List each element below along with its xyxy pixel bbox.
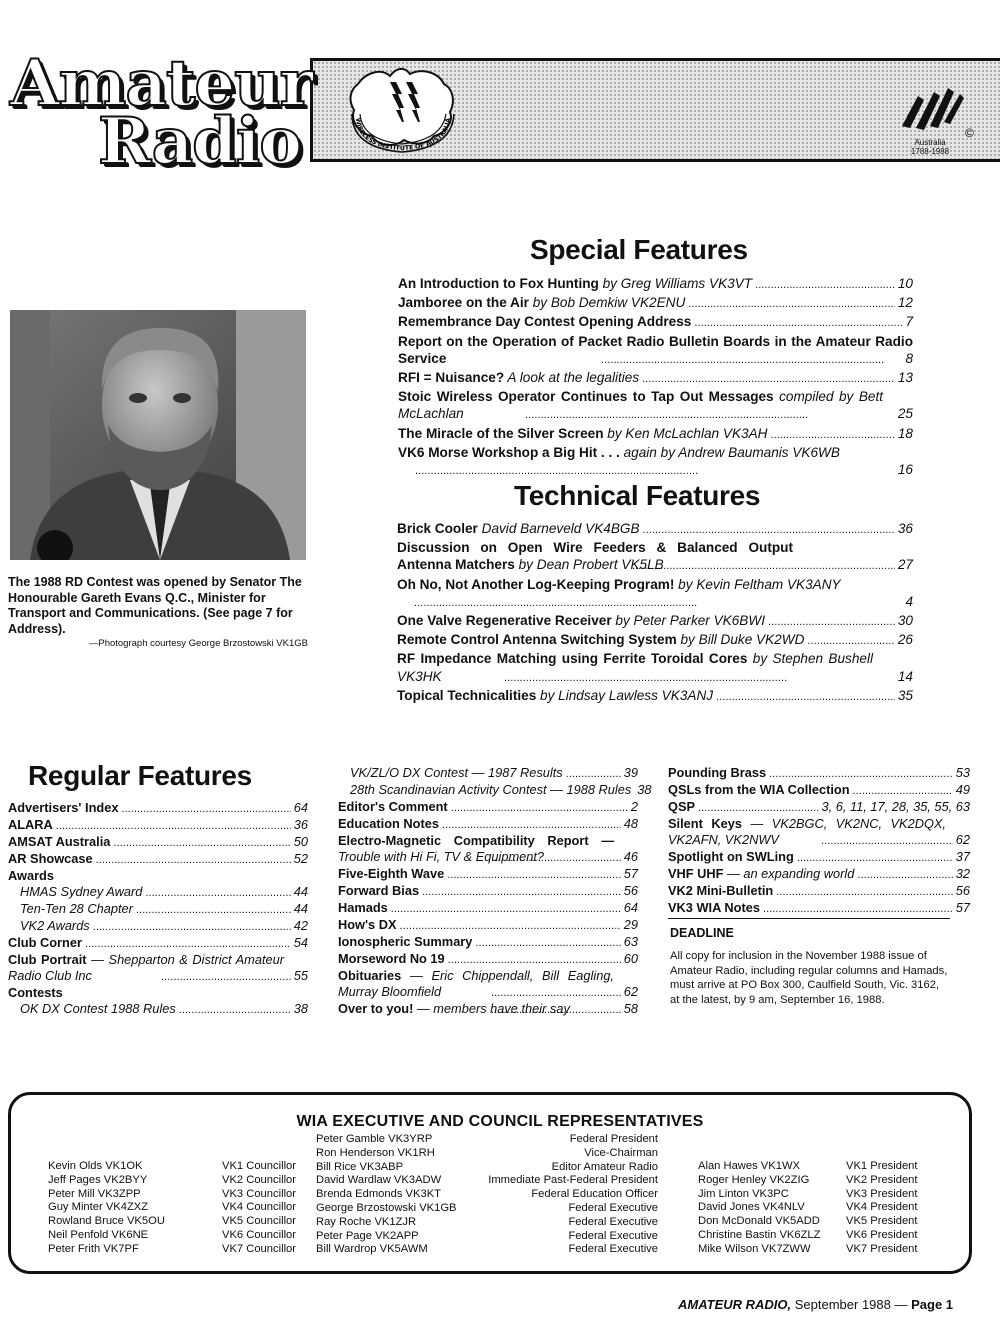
toc-entry[interactable] bbox=[8, 868, 308, 884]
president-name: Alan Hawes VK1WX bbox=[698, 1160, 800, 1172]
deadline-text: All copy for inclusion in the November 1988 issue of Amateur Radio, including regular columns and Hamads, must arrive at PO Box 300, Caulfield South, Vic. 3162, at the latest, by 9 am, September 16, 1988. bbox=[670, 950, 948, 1006]
toc-entry[interactable] bbox=[8, 817, 308, 834]
councillor-role: VK7 Councillor bbox=[222, 1242, 296, 1255]
entry-page: 36 bbox=[293, 817, 308, 832]
entry-author: by Greg Williams VK3VT bbox=[598, 276, 753, 291]
entry-page: 25 bbox=[897, 406, 913, 422]
executive-name: Peter Gamble VK3YRP bbox=[316, 1133, 433, 1145]
toc-entry[interactable] bbox=[668, 900, 970, 917]
president-name: David Jones VK4NLV bbox=[698, 1201, 805, 1214]
councillor-name: Peter Mill VK3ZPP bbox=[48, 1187, 141, 1200]
councillor-name: Guy Minter VK4ZXZ bbox=[48, 1201, 149, 1214]
entry-author: compiled by Bett McLachlan bbox=[398, 389, 883, 422]
leader-dots bbox=[415, 461, 895, 480]
president-name: Christine Bastin VK6ZLZ bbox=[698, 1228, 821, 1241]
footer-date: September 1988 — bbox=[791, 1297, 912, 1312]
president-role: VK4 President bbox=[846, 1201, 918, 1214]
toc-entry[interactable] bbox=[338, 1001, 638, 1018]
leader-dots bbox=[447, 866, 621, 883]
entry-title: Topical Technicalities bbox=[397, 687, 537, 703]
regular-features-column-2 bbox=[338, 765, 652, 1018]
toc-entry-page-line bbox=[398, 461, 913, 480]
entry-title: RF Impedance Matching using Ferrite Toroidal Cores bbox=[397, 651, 748, 667]
toc-entry[interactable] bbox=[338, 917, 638, 934]
entry-title: Remote Control Antenna Switching System bbox=[397, 632, 677, 648]
regular-features-column-3 bbox=[668, 765, 970, 917]
entry-title: Jamboree on the Air bbox=[398, 295, 529, 311]
president-roles bbox=[846, 1160, 918, 1257]
entry-title: Club Portrait bbox=[8, 952, 87, 967]
leader-dots bbox=[121, 800, 290, 817]
leader-dots bbox=[857, 866, 952, 883]
entry-title: Remembrance Day Contest Opening Address bbox=[398, 314, 692, 330]
executive-title: WIA EXECUTIVE AND COUNCIL REPRESENTATIVES bbox=[296, 1113, 704, 1130]
entry-page: 4 bbox=[905, 593, 913, 609]
entry-title: 28th Scandinavian Activity Contest — 1988 Rules bbox=[350, 782, 632, 797]
executive-name: Bill Wardrop VK5AWM bbox=[316, 1243, 428, 1256]
entry-title: One Valve Regenerative Receiver bbox=[397, 613, 612, 629]
australia-caption-line2: 1788-1988 bbox=[910, 147, 950, 156]
toc-entry[interactable] bbox=[338, 900, 638, 917]
leader-dots bbox=[776, 883, 953, 900]
deadline-heading: DEADLINE bbox=[670, 926, 734, 940]
entry-title: Awards bbox=[8, 868, 54, 883]
photo-caption: The 1988 RD Contest was opened by Senator The Honourable Gareth Evans Q.C., Minister for Transport and Communications. (See page 7 for Address). bbox=[8, 575, 302, 636]
toc-entry[interactable] bbox=[397, 631, 913, 650]
entry-title: Stoic Wireless Operator Continues to Tap Out Messages bbox=[398, 389, 774, 405]
executive-name: Ron Henderson VK1RH bbox=[316, 1146, 435, 1159]
page-footer bbox=[678, 1297, 953, 1312]
toc-entry-page-line bbox=[398, 350, 913, 369]
entry-page: 2 bbox=[630, 799, 638, 814]
entry-page: 30 bbox=[897, 613, 913, 629]
toc-entry[interactable] bbox=[8, 1001, 308, 1018]
leader-dots bbox=[642, 369, 895, 388]
copyright-symbol: © bbox=[965, 126, 974, 140]
toc-entry[interactable] bbox=[668, 799, 970, 816]
toc-entry[interactable] bbox=[398, 369, 913, 388]
entry-author: — an expanding world bbox=[723, 866, 855, 881]
entry-page: 58 bbox=[623, 1001, 638, 1016]
executive-name: Brenda Edmonds VK3KT bbox=[316, 1188, 441, 1201]
toc-entry[interactable] bbox=[338, 782, 652, 799]
councillor-name: Jeff Pages VK2BYY bbox=[48, 1173, 148, 1186]
entry-title: VK2 Mini-Bulletin bbox=[668, 883, 774, 898]
entry-page: 36 bbox=[897, 521, 913, 536]
entry-page: 53 bbox=[955, 765, 970, 780]
entry-title: Spotlight on SWLing bbox=[668, 849, 794, 864]
entry-author: — Eric Chippendall, Bill Eagling, Murray Bloomfield bbox=[338, 968, 614, 999]
entry-title: Ten-Ten 28 Chapter bbox=[20, 901, 133, 916]
leader-dots bbox=[797, 849, 953, 866]
entry-page: 13 bbox=[897, 370, 913, 386]
entry-title: QSP bbox=[668, 799, 696, 814]
entry-author: A look at the legalities bbox=[504, 370, 640, 386]
entry-page: 49 bbox=[955, 782, 970, 797]
toc-entry[interactable] bbox=[397, 612, 913, 631]
entry-page: 38 bbox=[637, 782, 652, 797]
footer-publication: AMATEUR RADIO, bbox=[678, 1297, 792, 1312]
australia-caption bbox=[900, 138, 960, 156]
leader-dots bbox=[85, 935, 291, 952]
toc-entry[interactable] bbox=[338, 883, 638, 900]
entry-title: Obituaries bbox=[338, 968, 402, 983]
leader-dots bbox=[566, 765, 621, 782]
entry-title: ALARA bbox=[8, 817, 53, 832]
toc-entry-page-line bbox=[398, 405, 913, 424]
toc-entry[interactable] bbox=[668, 866, 970, 883]
entry-page: 39 bbox=[623, 765, 638, 780]
entry-author: by Bob Demkiw VK2ENU bbox=[528, 295, 686, 311]
leader-dots bbox=[632, 556, 895, 575]
leader-dots bbox=[491, 1001, 621, 1018]
leader-dots bbox=[448, 951, 621, 968]
masthead-title-amateur: Amateur bbox=[10, 46, 313, 121]
entry-author: Trouble with Hi Fi, TV & Equipment? bbox=[338, 849, 545, 864]
technical-features-heading: Technical Features bbox=[514, 480, 761, 511]
leader-dots bbox=[698, 799, 819, 816]
toc-entry[interactable] bbox=[668, 816, 970, 849]
entry-author: by Lindsay Lawless VK3ANJ bbox=[536, 687, 714, 703]
australia-caption-line1: Australia bbox=[914, 138, 946, 147]
leader-dots bbox=[853, 782, 953, 799]
executive-role: Federal Executive bbox=[568, 1215, 658, 1228]
toc-entry-page-line bbox=[397, 668, 913, 687]
entry-author: — VK2BGC, VK2NC, VK2DQX, VK2AFN, VK2NWV bbox=[668, 816, 946, 847]
toc-entry[interactable] bbox=[338, 816, 638, 833]
entry-page: 44 bbox=[293, 901, 308, 916]
entry-author: by Ken McLachlan VK3AH bbox=[603, 425, 768, 441]
president-role: VK2 President bbox=[846, 1173, 918, 1186]
toc-entry[interactable] bbox=[338, 934, 638, 951]
leader-dots bbox=[716, 687, 895, 706]
leader-dots bbox=[400, 917, 621, 934]
toc-entry[interactable] bbox=[668, 765, 970, 782]
entry-page: 50 bbox=[293, 834, 308, 849]
leader-dots bbox=[442, 816, 621, 833]
leader-dots bbox=[770, 425, 894, 444]
councillor-role: VK2 Councillor bbox=[222, 1173, 296, 1186]
executive-name: Ray Roche VK1ZJR bbox=[316, 1215, 417, 1228]
toc-entry-page-line bbox=[397, 593, 913, 612]
councillor-role: VK5 Councillor bbox=[222, 1215, 296, 1228]
entry-title: VK6 Morse Workshop a Big Hit . . . bbox=[398, 444, 620, 460]
leader-dots bbox=[504, 668, 895, 687]
entry-author: by Dean Probert VK5LB bbox=[514, 557, 664, 573]
entry-page: 60 bbox=[623, 951, 638, 966]
executive-name: Peter Page VK2APP bbox=[316, 1229, 419, 1242]
entry-page: 42 bbox=[293, 918, 308, 933]
entry-title: Discussion on Open Wire Feeders & Balanced Output Antenna Matchers bbox=[397, 540, 793, 573]
toc-entry[interactable] bbox=[8, 800, 308, 817]
entry-title: QSLs from the WIA Collection bbox=[668, 782, 850, 797]
leader-dots bbox=[93, 918, 291, 935]
entry-page: 57 bbox=[955, 900, 970, 915]
toc-entry[interactable] bbox=[398, 294, 913, 313]
leader-dots bbox=[694, 313, 902, 332]
entry-title: Pounding Brass bbox=[668, 765, 767, 780]
executive-name: Bill Rice VK3ABP bbox=[316, 1160, 404, 1173]
president-role: VK7 President bbox=[846, 1242, 918, 1255]
entry-page: 54 bbox=[293, 935, 308, 950]
entry-page: 56 bbox=[623, 883, 638, 898]
councillor-roles bbox=[222, 1160, 296, 1257]
entry-title: Silent Keys bbox=[668, 816, 742, 831]
toc-entry[interactable] bbox=[8, 985, 308, 1001]
toc-entry[interactable] bbox=[397, 520, 913, 539]
leader-dots bbox=[145, 884, 290, 901]
councillor-role: VK1 Councillor bbox=[222, 1160, 296, 1172]
entry-author: — Shepparton & District Amateur Radio Club Inc bbox=[8, 952, 285, 983]
executive-role: Federal Education Officer bbox=[531, 1188, 658, 1201]
president-role: VK6 President bbox=[846, 1228, 918, 1241]
entry-page: 14 bbox=[897, 668, 913, 684]
toc-entry[interactable] bbox=[8, 884, 308, 901]
entry-author: by Bill Duke VK2WD bbox=[676, 632, 805, 648]
toc-entry[interactable] bbox=[398, 425, 913, 444]
leader-dots bbox=[161, 968, 291, 985]
executive-role: Editor Amateur Radio bbox=[551, 1160, 658, 1173]
federal-executive-roles bbox=[430, 1133, 658, 1257]
executive-role: Immediate Past-Federal President bbox=[488, 1174, 658, 1187]
president-role: VK1 President bbox=[846, 1160, 918, 1172]
councillor-role: VK4 Councillor bbox=[222, 1201, 296, 1214]
entry-page: 64 bbox=[623, 900, 638, 915]
entry-page: 62 bbox=[955, 832, 970, 847]
entry-title: VK2 Awards bbox=[20, 918, 90, 933]
entry-page: 26 bbox=[897, 632, 913, 648]
executive-role: Federal Executive bbox=[568, 1229, 658, 1242]
councillor-names bbox=[48, 1160, 165, 1257]
president-role: VK3 President bbox=[846, 1187, 918, 1200]
toc-entry[interactable] bbox=[8, 834, 308, 851]
executive-role: Federal Executive bbox=[568, 1201, 658, 1214]
councillor-name: Peter Frith VK7PF bbox=[48, 1242, 139, 1255]
councillor-role: VK6 Councillor bbox=[222, 1228, 296, 1241]
australia-bicentenary-logo-icon bbox=[898, 82, 968, 134]
leader-dots bbox=[391, 900, 621, 917]
entry-page: 55 bbox=[293, 968, 308, 983]
toc-entry[interactable] bbox=[398, 275, 913, 294]
entry-author: David Barneveld VK4BGB bbox=[477, 521, 640, 536]
entry-title: RFI = Nuisance? bbox=[398, 370, 505, 386]
toc-entry[interactable] bbox=[8, 851, 308, 868]
leader-dots bbox=[601, 350, 902, 369]
wia-logo-text: WIRELESS INSTITUTE OF AUSTRALIA bbox=[353, 117, 453, 153]
entry-page: 56 bbox=[955, 883, 970, 898]
toc-entry[interactable] bbox=[338, 968, 638, 1001]
leader-dots bbox=[56, 817, 291, 834]
entry-title: Brick Cooler bbox=[397, 521, 478, 536]
special-features-list bbox=[398, 275, 913, 480]
entry-page: 44 bbox=[293, 884, 308, 899]
entry-page: 7 bbox=[905, 314, 913, 330]
councillor-name: Kevin Olds VK1OK bbox=[48, 1160, 143, 1172]
entry-author: — members have their say bbox=[413, 1001, 570, 1016]
entry-page: 32 bbox=[955, 866, 970, 881]
entry-page: 35 bbox=[897, 687, 913, 703]
wia-logo-icon bbox=[338, 64, 468, 158]
executive-name: David Wardlaw VK3ADW bbox=[316, 1174, 442, 1187]
toc-entry[interactable] bbox=[397, 576, 913, 593]
leader-dots bbox=[96, 851, 291, 868]
entry-page: 52 bbox=[293, 851, 308, 866]
entry-title: Report on the Operation of Packet Radio Bulletin Boards in the Amateur Radio Service bbox=[398, 333, 913, 366]
toc-entry[interactable] bbox=[668, 883, 970, 900]
regular-features-column-1 bbox=[8, 800, 308, 1018]
entry-title: Hamads bbox=[338, 900, 388, 915]
leader-dots bbox=[414, 593, 902, 612]
leader-dots bbox=[491, 849, 621, 866]
toc-entry[interactable] bbox=[668, 782, 970, 799]
toc-entry[interactable] bbox=[398, 444, 913, 461]
entry-title: AR Showcase bbox=[8, 851, 93, 866]
toc-entry[interactable] bbox=[8, 935, 308, 952]
special-features-heading: Special Features bbox=[530, 234, 748, 265]
leader-dots bbox=[475, 934, 620, 951]
entry-page: 46 bbox=[623, 849, 638, 864]
toc-entry[interactable] bbox=[398, 313, 913, 332]
entry-title: OK DX Contest 1988 Rules bbox=[20, 1001, 176, 1016]
entry-page: 62 bbox=[623, 984, 638, 999]
toc-entry[interactable] bbox=[397, 687, 913, 706]
leader-dots bbox=[688, 294, 895, 313]
councillor-name: Rowland Bruce VK5OU bbox=[48, 1215, 165, 1228]
toc-entry-page-line bbox=[397, 556, 913, 575]
leader-dots bbox=[763, 900, 953, 917]
entry-title: Electro-Magnetic Compatibility Report — bbox=[338, 833, 614, 848]
footer-page-number: Page 1 bbox=[911, 1297, 954, 1312]
entry-page: 18 bbox=[897, 425, 913, 441]
president-name: Jim Linton VK3PC bbox=[698, 1187, 789, 1200]
technical-features-list bbox=[397, 520, 913, 706]
entry-title: Oh No, Not Another Log-Keeping Program! bbox=[397, 576, 675, 592]
councillor-name: Neil Penfold VK6NE bbox=[48, 1228, 149, 1241]
portrait-photo-icon bbox=[10, 310, 306, 560]
entry-title: Ionospheric Summary bbox=[338, 934, 473, 949]
entry-page: 8 bbox=[905, 350, 913, 366]
leader-dots bbox=[451, 799, 628, 816]
toc-entry[interactable] bbox=[8, 918, 308, 935]
entry-title: VK/ZL/O DX Contest — 1987 Results bbox=[350, 765, 563, 780]
leader-dots bbox=[807, 631, 894, 650]
entry-title: Forward Bias bbox=[338, 883, 420, 898]
executive-name: George Brzostowski VK1GB bbox=[316, 1201, 457, 1214]
entry-page: 12 bbox=[897, 295, 913, 311]
president-names bbox=[698, 1160, 821, 1257]
toc-entry[interactable] bbox=[338, 765, 638, 782]
leader-dots bbox=[769, 765, 953, 782]
toc-entry[interactable] bbox=[338, 866, 638, 883]
toc-entry[interactable] bbox=[338, 833, 638, 866]
president-role: VK5 President bbox=[846, 1215, 918, 1228]
entry-author: by Kevin Feltham VK3ANY bbox=[674, 576, 841, 592]
entry-title: VHF UHF bbox=[668, 866, 724, 881]
entry-page: 57 bbox=[623, 866, 638, 881]
entry-title: Contests bbox=[8, 985, 63, 1000]
regular-features-heading: Regular Features bbox=[28, 760, 252, 791]
entry-title: VK3 WIA Notes bbox=[668, 900, 760, 915]
toc-entry[interactable] bbox=[8, 952, 308, 985]
leader-dots bbox=[768, 612, 895, 631]
entry-title: An Introduction to Fox Hunting bbox=[398, 276, 599, 291]
cover-photo bbox=[10, 310, 306, 560]
entry-author: by Peter Parker VK6BWI bbox=[611, 613, 765, 629]
entry-author: by Stephen Bushell VK3HK bbox=[397, 651, 873, 684]
leader-dots bbox=[491, 984, 621, 1001]
entry-page: 38 bbox=[293, 1001, 308, 1016]
masthead-title-radio: Radio bbox=[98, 104, 301, 179]
entry-title: Club Corner bbox=[8, 935, 82, 950]
entry-page: 10 bbox=[897, 276, 913, 291]
president-name: Mike Wilson VK7ZWW bbox=[698, 1242, 811, 1255]
executive-role: Vice-Chairman bbox=[584, 1146, 658, 1159]
entry-title: How's DX bbox=[338, 917, 397, 932]
entry-title: Five-Eighth Wave bbox=[338, 866, 445, 881]
entry-page: 63 bbox=[623, 934, 638, 949]
executive-role: Federal Executive bbox=[568, 1243, 658, 1256]
leader-dots bbox=[179, 1001, 291, 1018]
entry-page: 16 bbox=[897, 462, 913, 478]
leader-dots bbox=[136, 901, 291, 918]
executive-role: Federal President bbox=[569, 1133, 658, 1145]
entry-page: 64 bbox=[293, 800, 308, 815]
toc-entry[interactable] bbox=[338, 951, 638, 968]
toc-entry[interactable] bbox=[8, 901, 308, 918]
deadline-divider bbox=[668, 918, 950, 919]
entry-page: 48 bbox=[623, 816, 638, 831]
leader-dots bbox=[755, 275, 895, 294]
entry-page: 29 bbox=[623, 917, 638, 932]
leader-dots bbox=[113, 834, 290, 851]
entry-title: Education Notes bbox=[338, 816, 439, 831]
entry-title: The Miracle of the Silver Screen bbox=[398, 425, 604, 441]
entry-page: 37 bbox=[955, 849, 970, 864]
photo-credit: —Photograph courtesy George Brzostowski VK1GB bbox=[88, 638, 308, 649]
entry-page: 3, 6, 11, 17, 28, 35, 55, 63 bbox=[821, 799, 970, 814]
entry-title: Morseword No 19 bbox=[338, 951, 445, 966]
councillor-role: VK3 Councillor bbox=[222, 1187, 296, 1200]
leader-dots bbox=[525, 405, 895, 424]
leader-dots bbox=[643, 520, 895, 539]
entry-title: HMAS Sydney Award bbox=[20, 884, 143, 899]
leader-dots bbox=[422, 883, 621, 900]
president-name: Don McDonald VK5ADD bbox=[698, 1215, 820, 1228]
entry-page: 27 bbox=[897, 557, 913, 573]
entry-title: Over to you! bbox=[338, 1001, 414, 1016]
leader-dots bbox=[821, 832, 953, 849]
toc-entry[interactable] bbox=[338, 799, 638, 816]
entry-title: AMSAT Australia bbox=[8, 834, 111, 849]
entry-author: again by Andrew Baumanis VK6WB bbox=[619, 444, 840, 460]
entry-title: Editor's Comment bbox=[338, 799, 448, 814]
president-name: Roger Henley VK2ZIG bbox=[698, 1173, 810, 1186]
toc-entry[interactable] bbox=[668, 849, 970, 866]
entry-title: Advertisers' Index bbox=[8, 800, 119, 815]
